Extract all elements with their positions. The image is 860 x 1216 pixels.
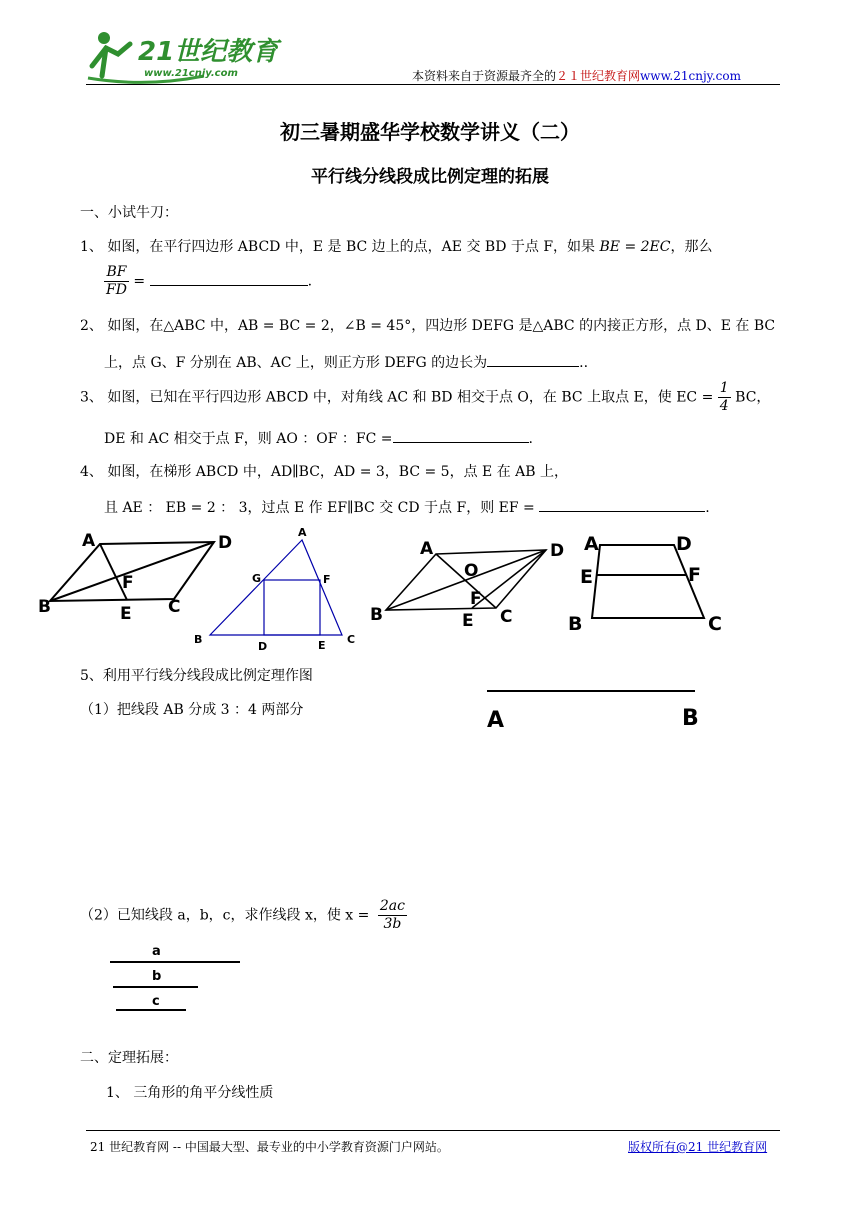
question-5-title: 5、利用平行线分线段成比例定理作图	[80, 668, 313, 684]
header-note: 本资料来自于资源最齐全的２１世纪教育网www.21cnjy.com	[412, 69, 741, 83]
question-4-line2: 且 AE ： EB = 2 ： 3，过点 E 作 EF∥BC 交 CD 于点 F，则 EF = .	[104, 497, 710, 518]
logo-text: 21世纪教育	[138, 37, 279, 67]
footer-left: 21 世纪教育网 -- 中国最大型、最专业的中小学教育资源门户网站。	[90, 1140, 449, 1154]
fig4-label-d: D	[676, 533, 692, 555]
segment-label-a: A	[487, 708, 505, 733]
header-url: www.21cnjy.com	[640, 69, 741, 83]
fig2-label-e: E	[318, 639, 326, 652]
segment-label-b: B	[682, 706, 699, 731]
fig1-label-d: D	[218, 533, 233, 553]
fig4-label-b: B	[568, 613, 583, 635]
header-site: ２１世纪教育网	[556, 69, 641, 83]
fig4-label-c: C	[708, 613, 722, 635]
question-5-part1: （1）把线段 AB 分成 3 ：4 两部分	[80, 702, 304, 718]
section-heading-2: 二、定理拓展：	[80, 1050, 178, 1066]
q1-fraction: $\frac{BF}{FD}$	[106, 264, 127, 298]
q2-blank[interactable]	[487, 352, 579, 367]
question-1-answer: $\frac{BF}{FD}$ = .	[106, 264, 313, 298]
fig2-label-g: G	[252, 572, 262, 585]
fig4-label-e: E	[580, 566, 593, 588]
logo	[84, 26, 284, 84]
segment-b	[113, 986, 198, 988]
q1-formula: BE = 2EC	[599, 239, 671, 255]
question-1: 1、 如图，在平行四边形 ABCD 中，E 是 BC 边上的点，AE 交 BD 于点 F，如果 BE = 2EC，那么	[80, 239, 713, 255]
q3-blank[interactable]	[393, 428, 529, 443]
fig3-label-d: D	[550, 541, 565, 561]
fig1-label-f: F	[122, 573, 134, 593]
fig3-label-f: F	[470, 589, 482, 609]
segment-a-label: a	[152, 944, 161, 959]
logo-runner-icon	[84, 26, 284, 84]
fig3-label-c: C	[500, 607, 513, 627]
page-subtitle: 平行线分线段成比例定理的拓展	[311, 167, 549, 187]
question-4-line1: 4、 如图，在梯形 ABCD 中，AD∥BC，AD = 3，BC = 5，点 E 在 AB 上，	[80, 464, 569, 480]
question-2-line2: 上，点 G、F 分别在 AB、AC 上，则正方形 DEFG 的边长为 ..	[104, 352, 588, 373]
fig3-label-a: A	[420, 539, 434, 559]
fig1-label-e: E	[120, 604, 132, 624]
segment-ab	[487, 690, 695, 692]
footer-rule	[86, 1130, 780, 1131]
segment-b-label: b	[152, 969, 162, 984]
logo-url: www.21cnjy.com	[144, 68, 238, 79]
fig2-label-a: A	[298, 526, 307, 539]
figure-2-triangle-square	[190, 522, 370, 654]
fig3-label-b: B	[370, 605, 383, 625]
figure-3-parallelogram-diagonals	[366, 532, 576, 632]
q4-blank[interactable]	[539, 497, 705, 512]
fig1-label-a: A	[82, 531, 96, 551]
fig4-label-a: A	[584, 533, 599, 555]
fig1-label-c: C	[168, 597, 181, 617]
segment-c	[116, 1009, 186, 1011]
fig3-label-e: E	[462, 611, 474, 631]
section-heading-1: 一、小试牛刀：	[80, 205, 178, 221]
fig4-label-f: F	[688, 564, 701, 586]
fig2-label-c: C	[347, 633, 356, 646]
header-rule	[86, 84, 780, 85]
segment-a	[110, 961, 240, 963]
fig1-label-b: B	[38, 597, 51, 617]
q3-fraction: $\frac{1}{4}$	[719, 380, 729, 414]
footer-copyright-link[interactable]: 版权所有@21 世纪教育网	[628, 1140, 768, 1154]
q1-blank[interactable]	[150, 271, 308, 286]
q5-fraction: $\frac{2ac}{3b}$	[379, 898, 405, 932]
question-5-part2: （2）已知线段 a，b，c，求作线段 x，使 x = $\frac{2ac}{3b}$	[80, 898, 405, 932]
fig2-label-b: B	[194, 633, 203, 646]
fig3-label-o: O	[464, 561, 479, 581]
section-2-item-1: 1、 三角形的角平分线性质	[106, 1085, 274, 1101]
figure-4-trapezoid	[560, 528, 740, 638]
question-3-line1: 3、 如图，已知在平行四边形 ABCD 中，对角线 AC 和 BD 相交于点 O，在 BC 上取点 E，使 EC = $\frac{1}{4}$ BC，	[80, 380, 771, 414]
fig2-label-f: F	[323, 573, 331, 586]
question-3-line2: DE 和 AC 相交于点 F，则 AO ：OF ：FC = .	[104, 428, 533, 449]
segment-c-label: c	[152, 994, 160, 1009]
question-2-line1: 2、 如图，在△ABC 中，AB = BC = 2，∠B = 45°，四边形 DEFG 是△ABC 的内接正方形，点 D、E 在 BC	[80, 318, 776, 334]
fig2-label-d: D	[258, 640, 268, 653]
page-title: 初三暑期盛华学校数学讲义（二）	[280, 120, 580, 144]
